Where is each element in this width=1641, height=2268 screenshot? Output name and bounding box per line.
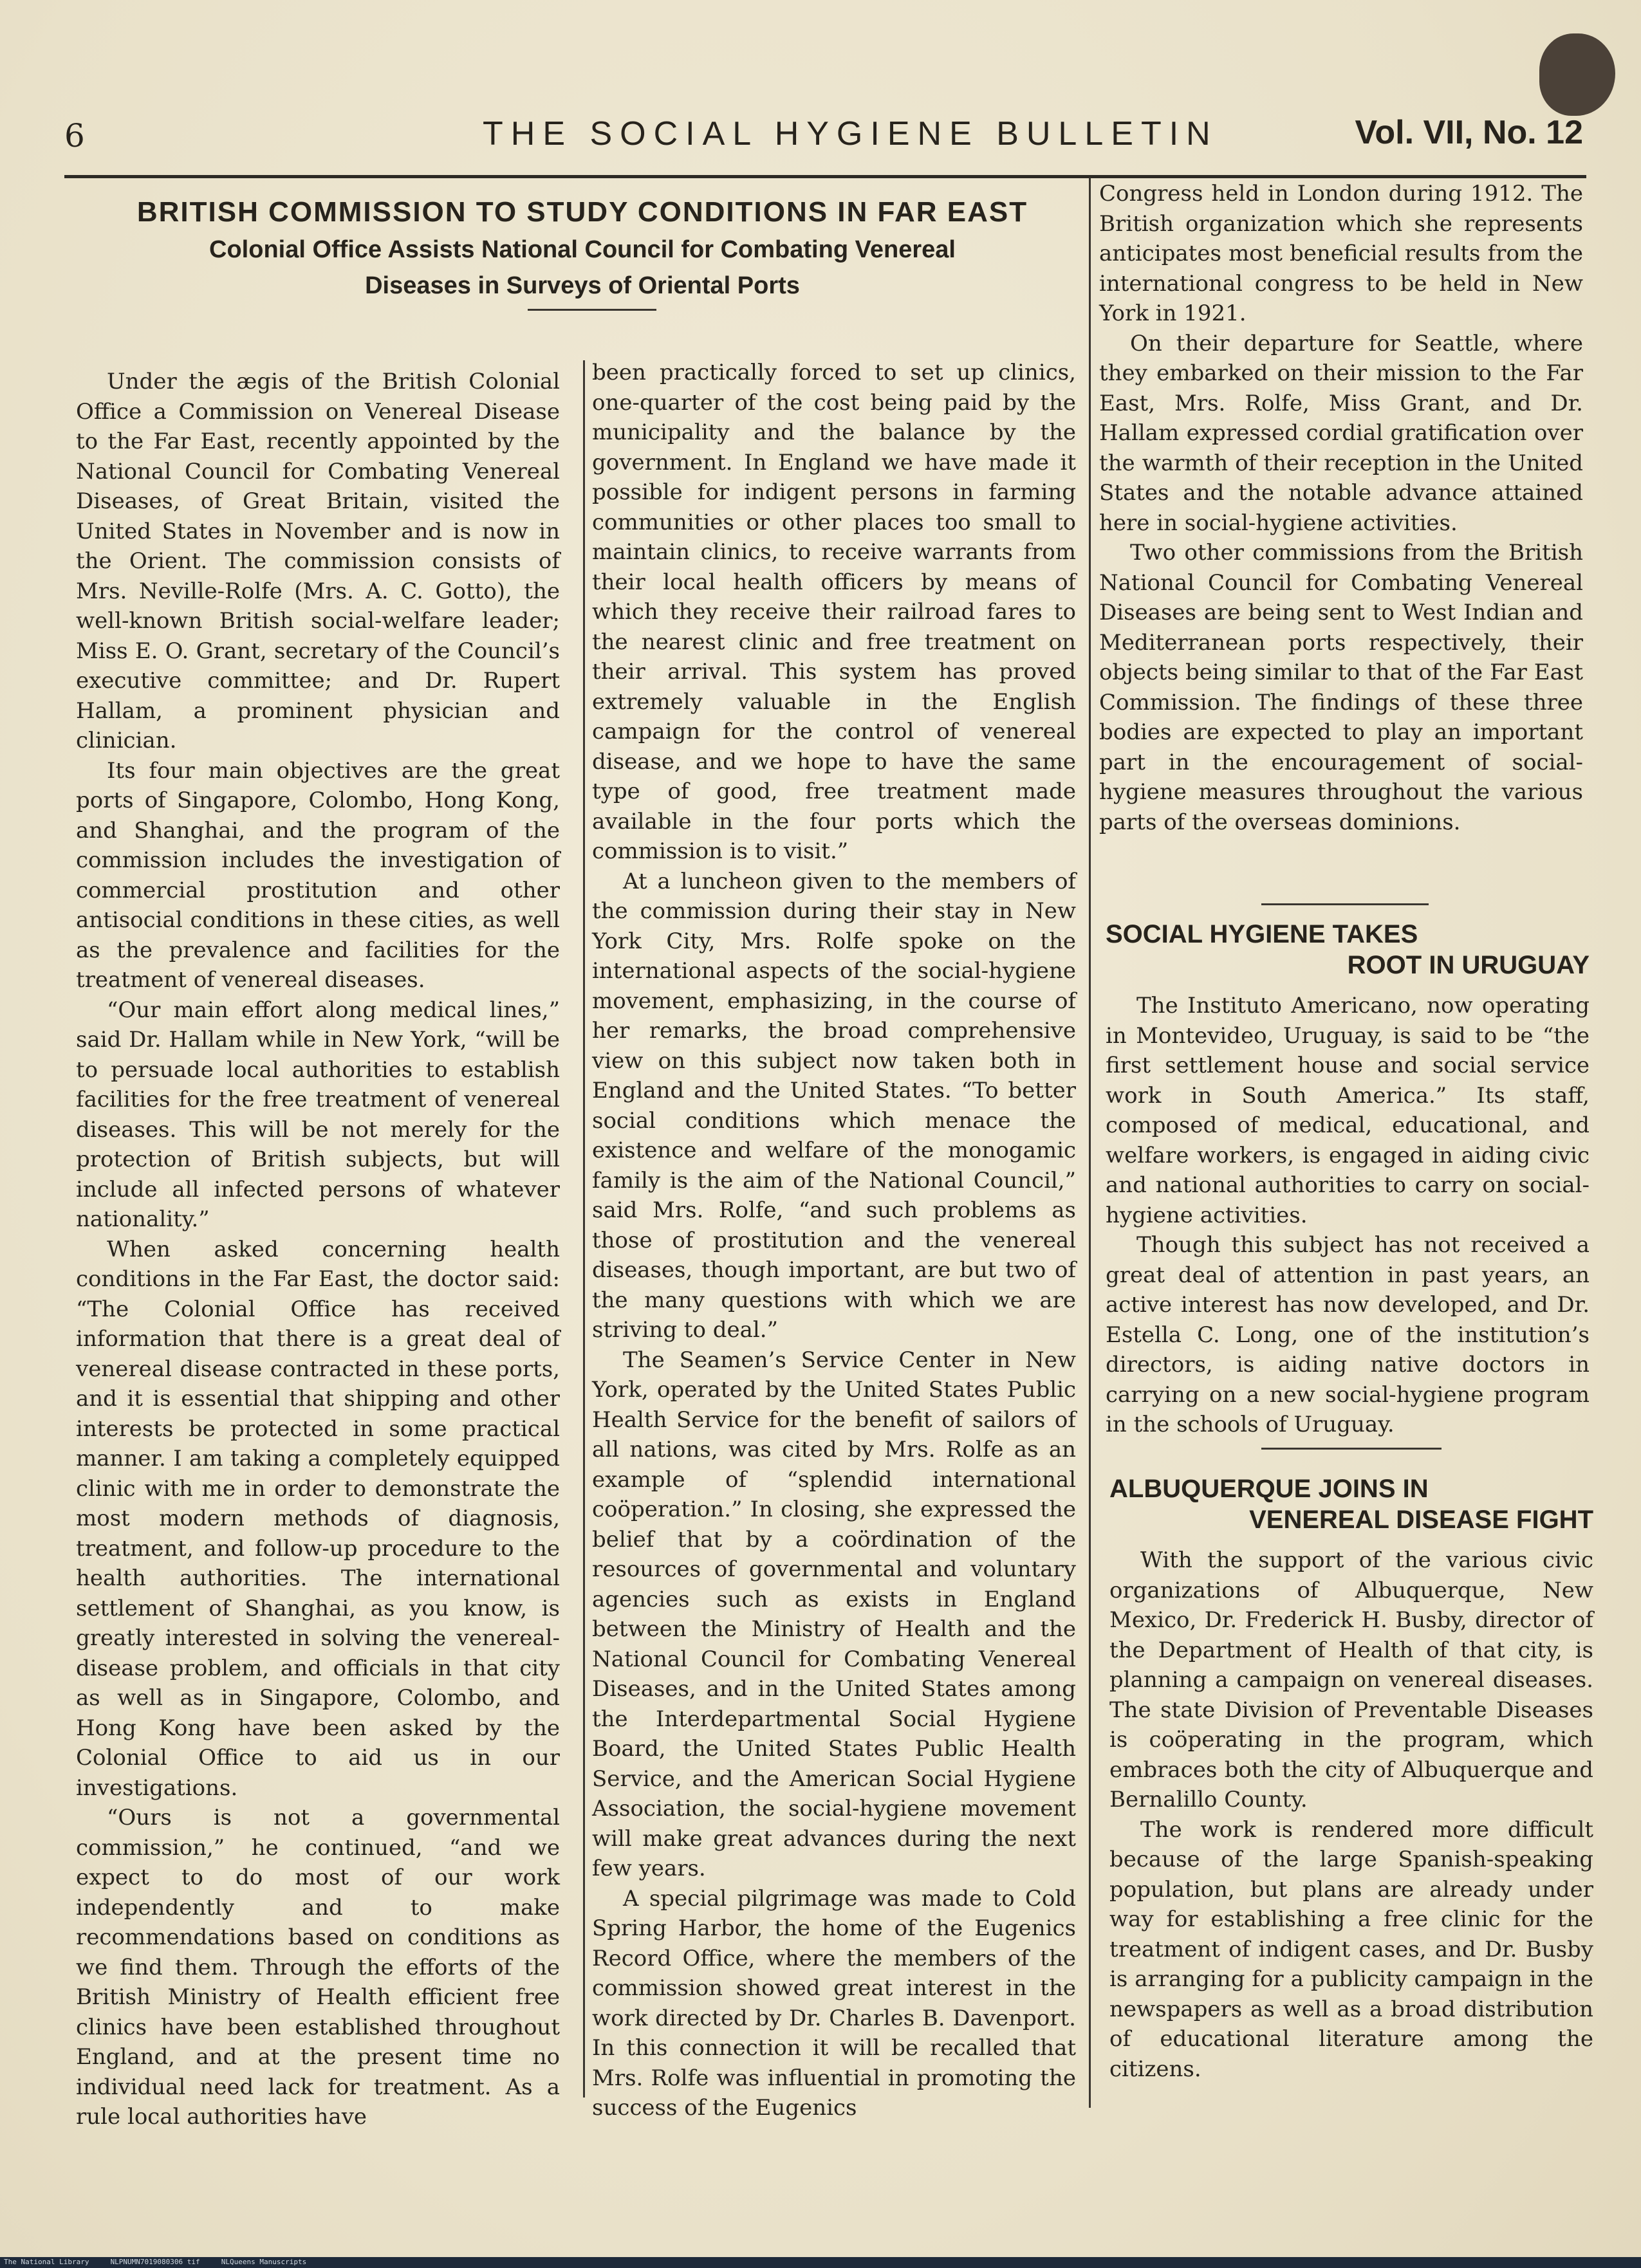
ink-stain (1539, 33, 1615, 116)
paragraph: At a luncheon given to the members of the commission during their stay in New York City, Mrs. Rolfe spoke on the international aspects of the social-hygiene movement, emphasizing, in the course of her remarks, the broad comprehensive view on this subject now taken both in England and the United States. “To better social conditions which menace the existence and welfare of the monogamic family is the aim of the National Council,” said Mrs. Rolfe, “and such problems as those of prostitution and the venereal diseases, though important, are but two of the many questions with which we are striving to deal.” (592, 868, 1076, 1343)
volume-number: Vol. VII, No. 12 (1355, 114, 1583, 151)
paragraph: “Ours is not a governmental commission,” he continued, “and we expect to do most of our work independently and to make recommendations based on conditions as we find them. Through the efforts of the British Ministry of Health efficient free clinics have been established throughout England, and at the present time no individual need lack for treatment. As a rule local authorities have (76, 1805, 560, 2130)
section-rule (1261, 903, 1429, 905)
uruguay-article (1106, 919, 1590, 1440)
headline-rule (528, 309, 656, 311)
paragraph: On their departure for Seattle, where they embarked on their mission to the Far East, Mrs. Rolfe, Miss Grant, and Dr. Hallam expressed cordial gratification over the warmth of their reception in the United States and the notable advance attained here in social-hygiene activities. (1099, 330, 1583, 536)
paragraph: The Seamen’s Service Center in New York, operated by the United States Public Health Service for the benefit of sailors of all nations, was cited by Mrs. Rolfe as an example of “splendid international coöperation.” In closing, she expressed the belief that by a coördination of the resources of governmental and voluntary agencies such as exists in England between the Ministry of Health and the National Council for Combating Venereal Diseases, and in the United States among the Interdepartmental Social Hygiene Board, the United States Public Health Service, and the American Social Hygiene Association, the social-hygiene movement will make great advances during the next few years. (592, 1347, 1076, 1881)
paragraph: been practically forced to set up clinics, one-quarter of the cost being paid by the municipality and the balance by the government. In England we have made it possible for indigent persons in farming communities or other places too small to maintain clinics, to receive warrants from their local health officers by means of which they receive their railroad fares to the nearest clinic and free treatment on their arrival. This system has proved extremely valuable in the English campaign for the control of venereal disease, and we hope to have the same type of good, free treatment made available in the four ports which the commission is to visit.” (592, 360, 1076, 864)
headline-line: SOCIAL HYGIENE TAKES (1106, 920, 1418, 948)
paragraph: Though this subject has not received a great deal of attention in past years, an active interest has now developed, and Dr. Estella C. Long, one of the institution’s directors, is aiding native doctors in carrying on a new social-hygiene program in the schools of Uruguay. (1106, 1232, 1590, 1437)
section-rule (1261, 1448, 1442, 1450)
paragraph: Two other commissions from the British National Council for Combating Venereal Diseases are being sent to West Indian and Mediterranean ports respectively, their objects being similar to that of the Far East Commission. The findings of these three bodies are expected to play an important part in the encouragement of social-hygiene measures throughout the various parts of the overseas dominions. (1099, 540, 1583, 835)
column-divider (583, 360, 585, 2097)
headline-line: VENEREAL DISEASE FIGHT (1249, 1506, 1593, 1534)
uruguay-headline (1106, 919, 1590, 981)
page-header (64, 108, 1583, 166)
headline-line: ROOT IN URUGUAY (1347, 951, 1590, 979)
article-column-3 (1099, 179, 1583, 837)
column-divider (1089, 178, 1091, 2108)
paragraph: The Instituto Americano, now operating in Montevideo, Uruguay, is said to be “the first settlement house and social service work in South America.” Its staff, composed of medical, educational, and welfare workers, is engaged in aiding civic and national authorities to carry on social-hygiene activities. (1106, 993, 1590, 1228)
paragraph: Under the ægis of the British Colonial Office a Commission on Venereal Disease to the Far East, recently appointed by the National Council for Combating Venereal Diseases, of Great Britain, visited the United States in November and is now in the Orient. The commission consists of Mrs. Neville-Rolfe (Mrs. A. C. Gotto), the well-known British social-welfare leader; Miss E. O. Grant, secretary of the Council’s executive committee; and Dr. Rupert Hallam, a prominent physician and clinician. (76, 369, 560, 753)
paragraph: Its four main objectives are the great ports of Singapore, Colombo, Hong Kong, and Shanghai, and the program of the commission includes the investigation of commercial prostitution and other antisocial conditions in these cities, as well as the prevalence and facilities for the treatment of venereal diseases. (76, 757, 560, 993)
paragraph: When asked concerning health conditions in the Far East, the doctor said: “The Colonial Office has received information that there is a great deal of venereal disease contracted in these ports, and it is essential that shipping and other interests be protected in some practical manner. I am taking a completely equipped clinic with me in order to demonstrate the most modern methods of diagnosis, treatment, and follow-up procedure to the health authorities. The international settlement of Shanghai, as you know, is greatly interested in solving the venereal-disease problem, and officials in that city as well as in Singapore, Colombo, and Hong Kong have been asked by the Colonial Office to aid us in our investigations. (76, 1236, 560, 1801)
article-column-1 (76, 367, 560, 2132)
header-rule (64, 175, 1586, 178)
article-column-2 (592, 358, 1076, 2123)
article-headline (71, 193, 1094, 304)
paragraph: The work is rendered more difficult because of the large Spanish-speaking population, but plans are already under way for establishing a free clinic for the treatment of indigent cases, and Dr. Busby is arranging for a publicity campaign in the newspapers as well as a broad distribution of educational literature among the citizens. (1109, 1816, 1593, 2082)
paragraph: With the support of the various civic organizations of Albuquerque, New Mexico, Dr. Frederick H. Busby, director of the Department of Health of that city, is planning a campaign on venereal diseases. The state Division of Preventable Diseases is coöperating in the program, which embraces both the city of Albuquerque and Bernalillo County. (1109, 1547, 1593, 1812)
publication-title: THE SOCIAL HYGIENE BULLETIN (483, 115, 1218, 152)
page-number: 6 (64, 117, 85, 154)
albuquerque-article (1109, 1473, 1593, 2084)
headline-line: ALBUQUERQUE JOINS IN (1109, 1475, 1429, 1503)
headline-title: BRITISH COMMISSION TO STUDY CONDITIONS IN FAR EAST (136, 196, 1028, 228)
paragraph: Congress held in London during 1912. The British organization which she represents anticipates most beneficial results from the international congress to be held in New York in 1921. (1099, 181, 1583, 326)
paragraph: “Our main effort along medical lines,” said Dr. Hallam while in New York, “will be to persuade local authorities to establish facilities for the free treatment of venereal diseases. This will be not merely for the protection of British subjects, but will include all infected persons of whatever nationality.” (76, 997, 560, 1232)
scan-footer-text: The National Library NLPNUMN7019080306 tif NLQueens Manuscripts (4, 2258, 307, 2266)
paragraph: A special pilgrimage was made to Cold Spring Harbor, the home of the Eugenics Record Office, where the members of the commission showed great interest in the work directed by Dr. Charles B. Davenport. In this connection it will be recalled that Mrs. Rolfe was influential in promoting the success of the Eugenics (592, 1885, 1076, 2121)
headline-subtitle: Colonial Office Assists National Council for Combating Venereal (209, 236, 956, 263)
albuquerque-headline (1109, 1473, 1593, 1535)
headline-subtitle: Diseases in Surveys of Oriental Ports (365, 272, 800, 299)
